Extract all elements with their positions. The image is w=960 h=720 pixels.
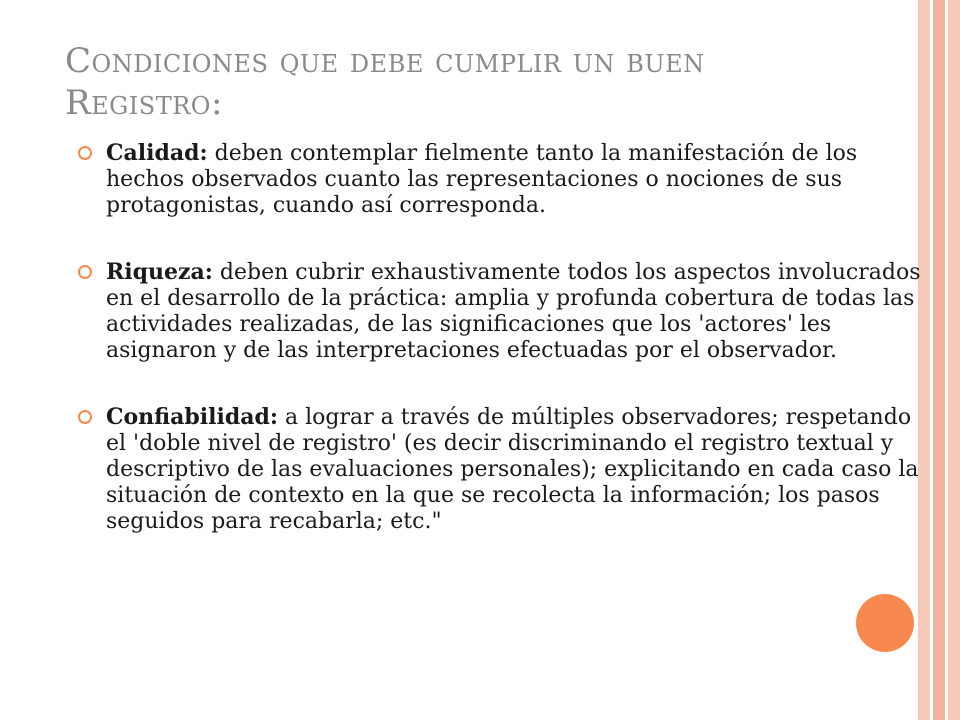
bullet-item-calidad <box>78 140 930 219</box>
bullet-term: Calidad: <box>106 140 208 166</box>
bullet-circle-icon <box>78 146 92 160</box>
bullet-circle-icon <box>78 410 92 424</box>
bullet-list <box>78 140 930 575</box>
bullet-circle-icon <box>78 265 92 279</box>
bullet-term: Confiabilidad: <box>106 404 279 430</box>
decorative-circle <box>856 594 914 652</box>
bullet-text: deben contemplar fielmente tanto la manifestación de los hechos observados cuanto las representaciones o nociones de sus protagonistas, cuando así corresponda. <box>106 141 858 218</box>
slide-title: Condiciones que debe cumplir un buen Registro: <box>65 41 705 123</box>
bullet-text: a lograr a través de múltiples observadores; respetando el 'doble nivel de registro' (es decir discriminando el registro textual y descriptivo de las evaluaciones personales); explicitando en cada caso la situación de contexto en la que se recolecta la información; los pasos seguidos para recabarla; etc." <box>106 405 919 534</box>
bullet-item-riqueza <box>78 259 930 364</box>
bullet-term: Riqueza: <box>106 259 213 285</box>
bullet-text: deben cubrir exhaustivamente todos los aspectos involucrados en el desarrollo de la práctica: amplia y profunda cobertura de todas las actividades realizadas, de las significaciones que los 'actores' les asignaron y de las interpretaciones efectuadas por el observador. <box>106 260 921 363</box>
decorative-stripe <box>948 0 960 720</box>
decorative-stripe <box>933 0 945 720</box>
bullet-item-confiabilidad <box>78 404 930 535</box>
